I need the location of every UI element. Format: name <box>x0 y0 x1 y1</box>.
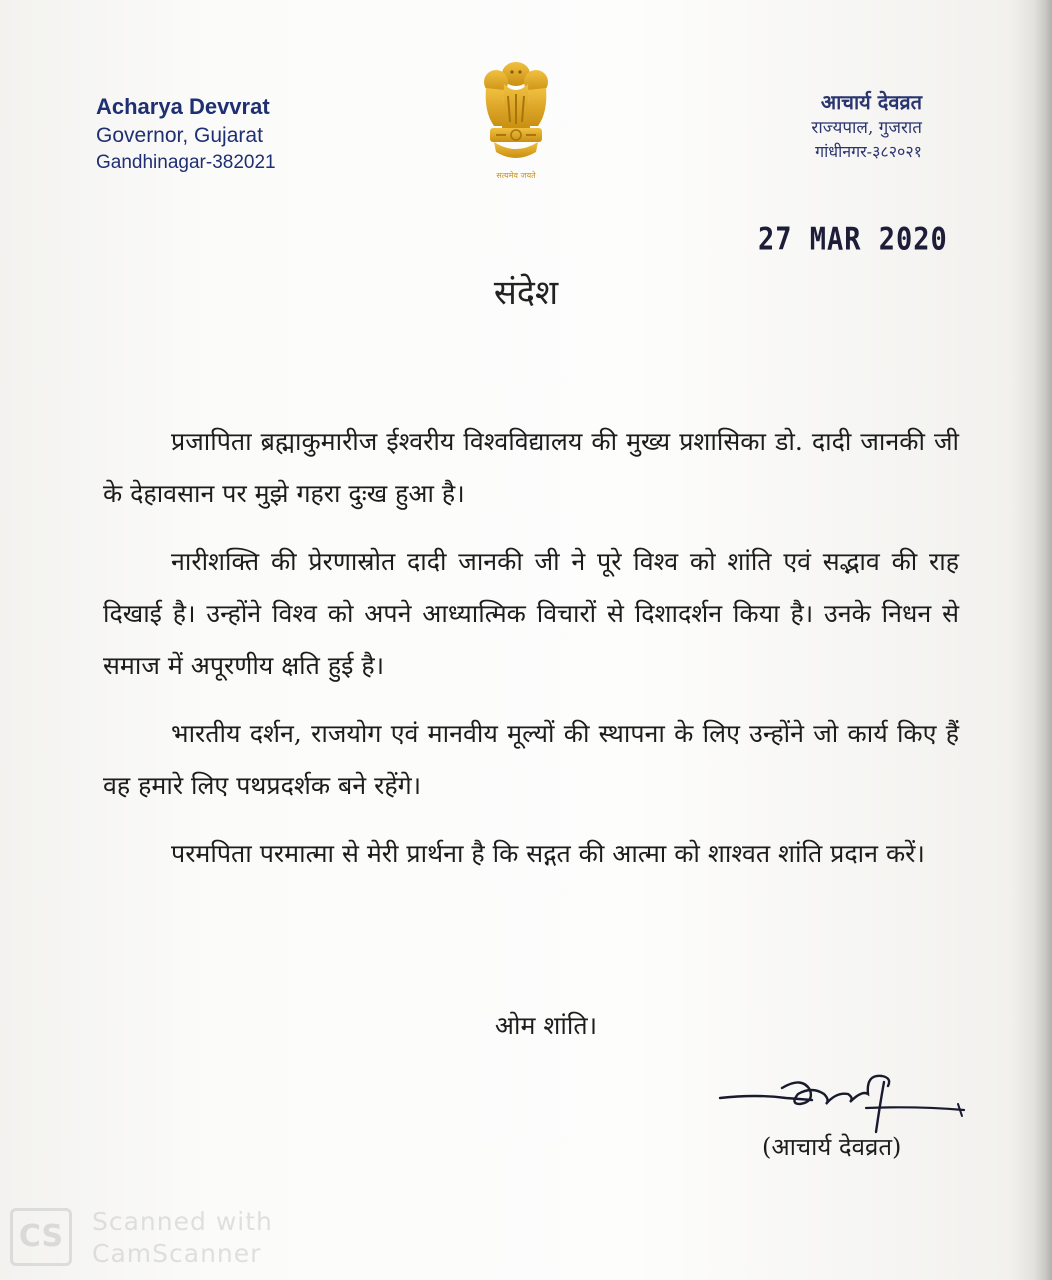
letter-heading: संदेश <box>493 273 559 313</box>
letterhead-english <box>96 92 276 176</box>
national-emblem-icon <box>474 56 558 184</box>
sender-title-english: Governor, Gujarat <box>96 123 263 147</box>
letter-body <box>103 416 959 896</box>
watermark-line-1: Scanned with <box>92 1207 273 1236</box>
body-paragraph: प्रजापिता ब्रह्माकुमारीज ईश्वरीय विश्वविद्यालय की मुख्य प्रशासिका डो. दादी जानकी जी के देहावसान पर मुझे गहरा दुःख हुआ है। <box>103 427 959 508</box>
body-paragraph: नारीशक्ति की प्रेरणास्रोत दादी जानकी जी ने पूरे विश्व को शांति एवं सद्भाव की राह दिखाई है। उन्होंने विश्व को अपने आध्यात्मिक विचारों से दिशादर्शन किया है। उनके निधन से समाज में अपूरणीय क्षति हुई है। <box>103 547 959 680</box>
sender-address-hindi: गांधीनगर-३८२०२१ <box>815 141 922 161</box>
body-paragraph: भारतीय दर्शन, राजयोग एवं मानवीय मूल्यों की स्थापना के लिए उन्होंने जो कार्य किए हैं वह हमारे लिए पथप्रदर्शक बने रहेंगे। <box>103 719 959 800</box>
page-edge-shadow <box>1034 0 1052 1280</box>
signer-name: (आचार्य देवव्रत) <box>762 1133 902 1161</box>
camscanner-watermark <box>10 1204 280 1274</box>
signature-image <box>716 1064 968 1134</box>
emblem-motto: सत्यमेव जयते <box>496 171 536 180</box>
sender-title-hindi: राज्यपाल, गुजरात <box>811 118 922 139</box>
sender-address-english: Gandhinagar-382021 <box>96 152 276 174</box>
sender-name-hindi: आचार्य देवव्रत <box>820 90 922 114</box>
sender-name-english: Acharya Devvrat <box>96 94 270 119</box>
watermark-text <box>92 1206 273 1270</box>
letterhead-hindi <box>811 88 922 163</box>
closing-line: ओम शांति। <box>494 1011 598 1040</box>
camscanner-logo-icon: CS <box>10 1208 72 1266</box>
date-stamp: 27 MAR 2020 <box>758 222 948 258</box>
body-paragraph: परमपिता परमात्मा से मेरी प्रार्थना है कि सद्गत की आत्मा को शाश्वत शांति प्रदान करें। <box>171 839 925 868</box>
watermark-line-2: CamScanner <box>92 1239 262 1268</box>
